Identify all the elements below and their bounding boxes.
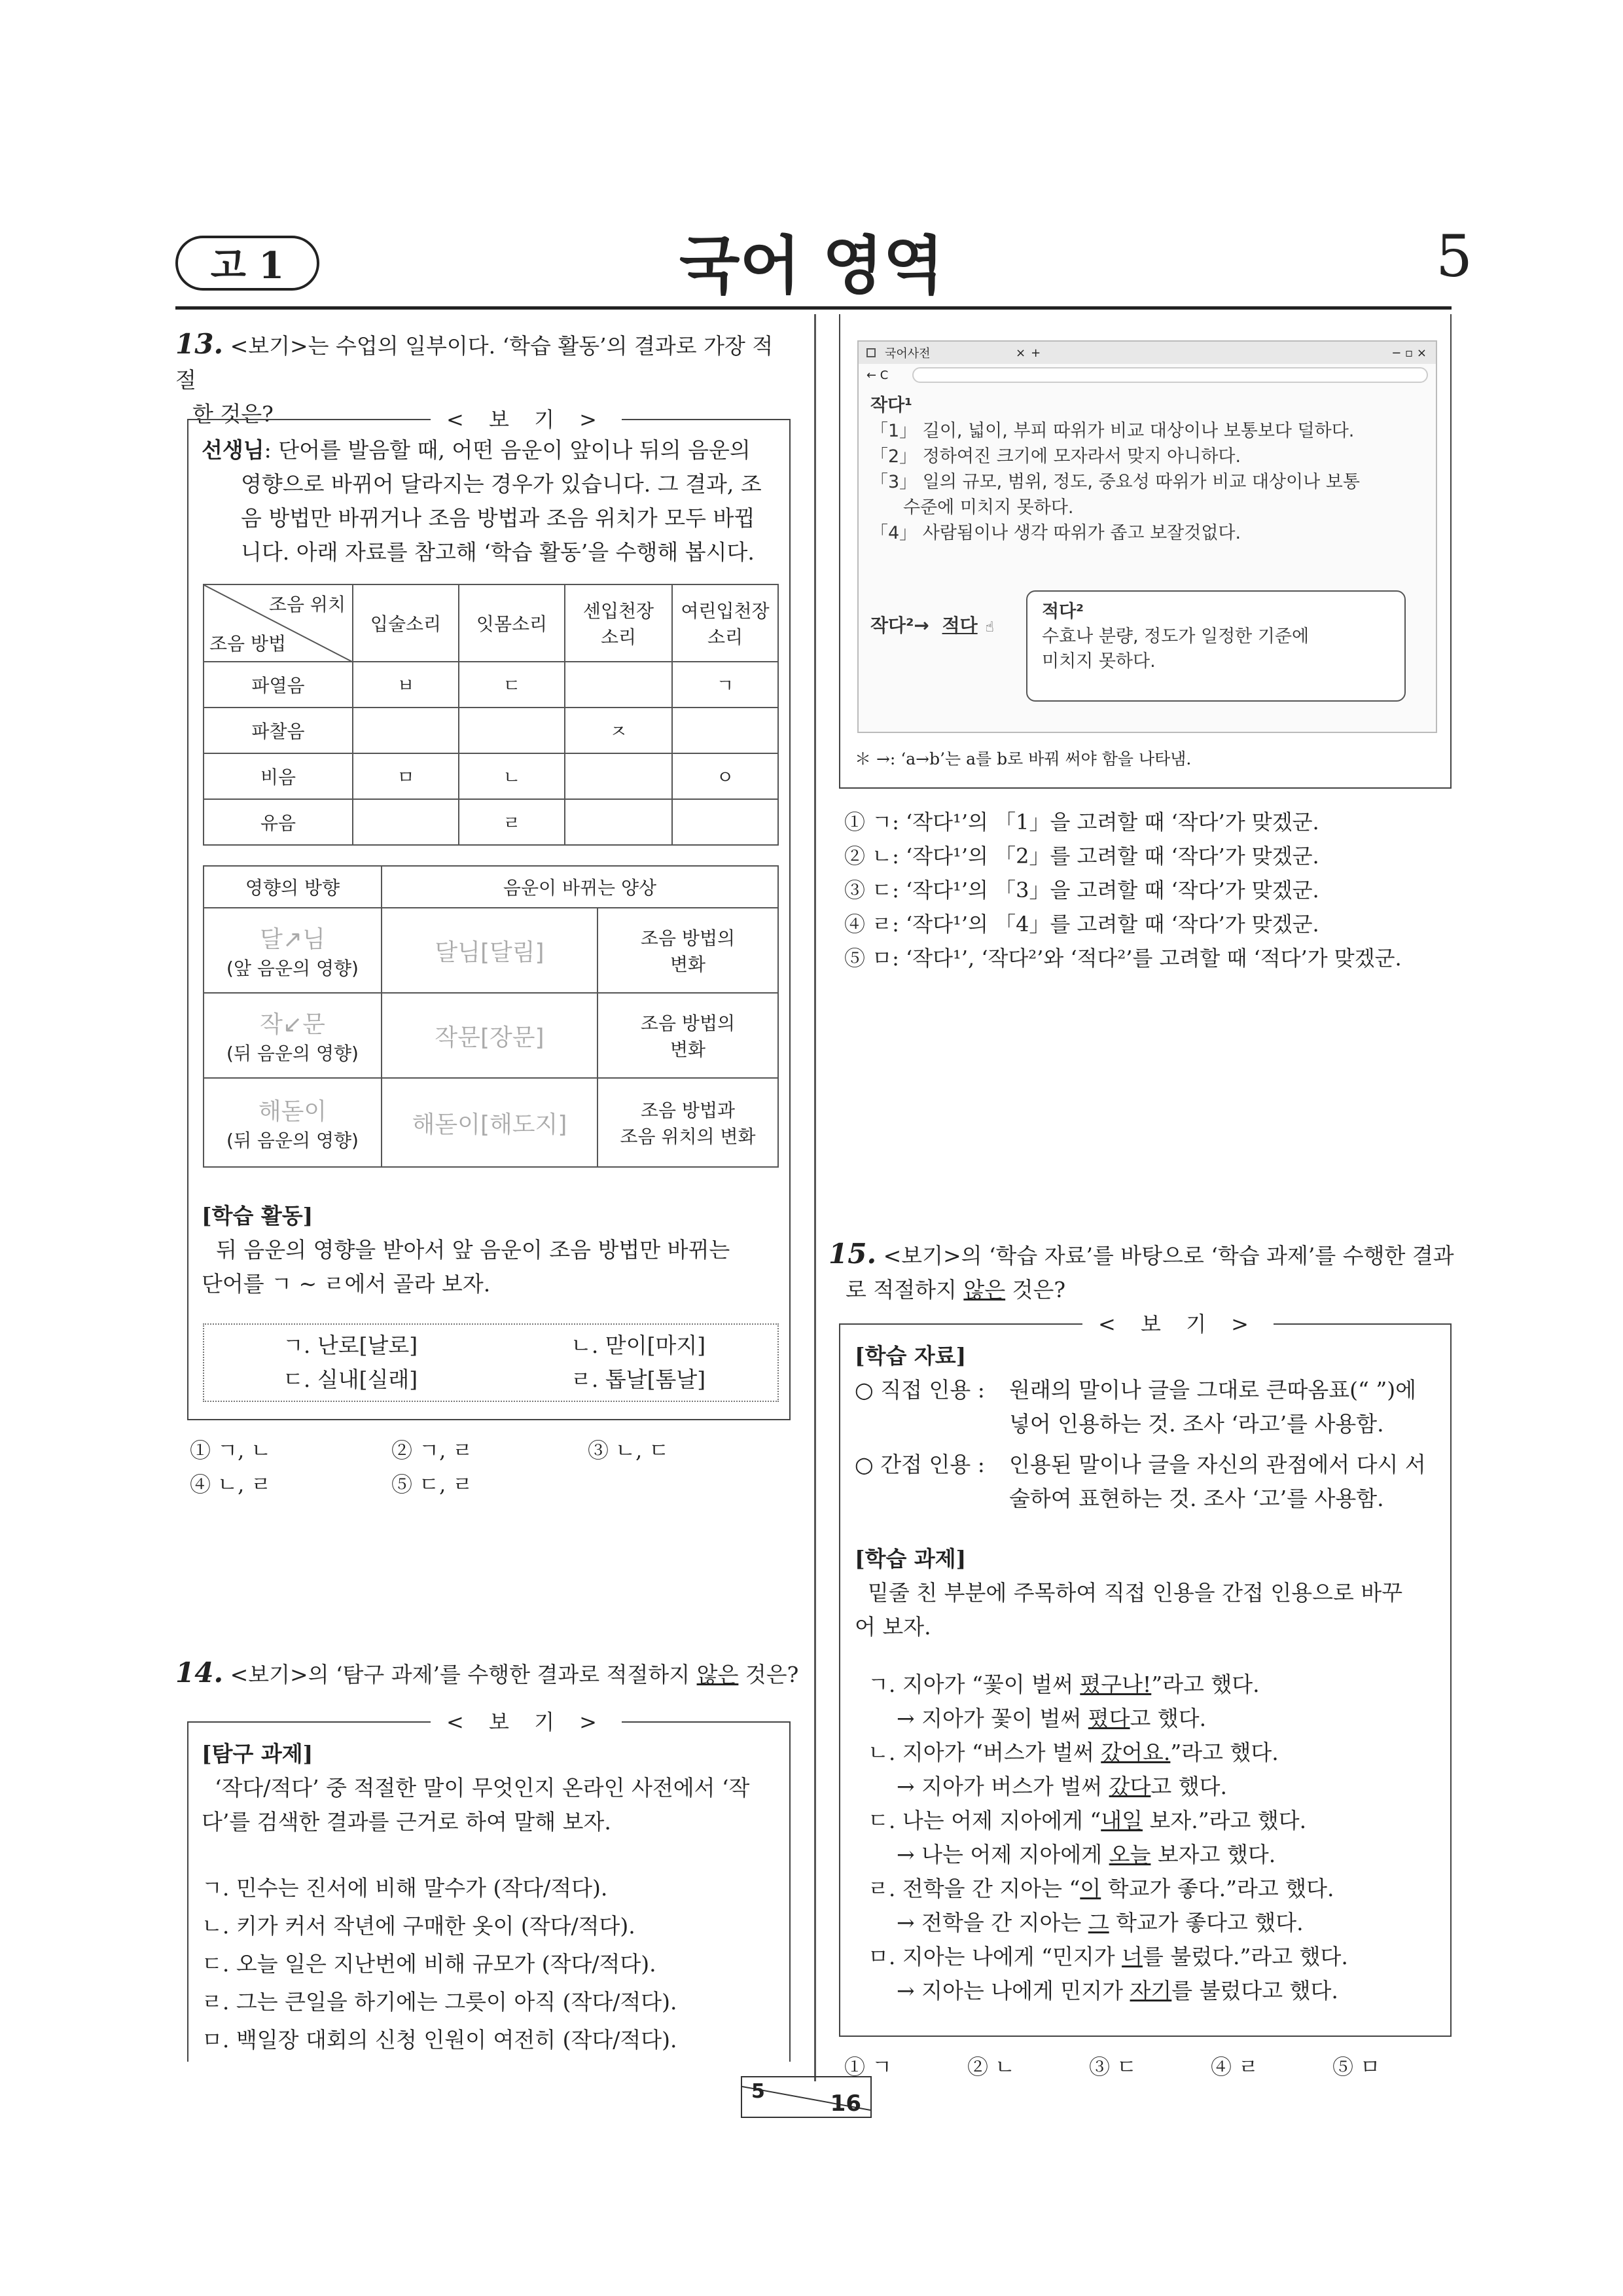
definition-line: 인용된 말이나 글을 자신의 관점에서 다시 서 xyxy=(1009,1452,1426,1477)
table-cell: ㅂ xyxy=(353,662,459,708)
direction-cell xyxy=(204,908,382,993)
cursor-icon: ☝ xyxy=(985,619,994,636)
bogi-label: < 보 기 > xyxy=(1082,1308,1274,1338)
browser-tabbar xyxy=(859,342,1436,364)
change-example: 해돋이[해도지] xyxy=(382,1078,597,1167)
quote-fragment: ”라고 했다. xyxy=(1151,1672,1260,1697)
task-line: 밑줄 친 부분에 주목하여 직접 인용을 간접 인용으로 바꾸 xyxy=(868,1580,1403,1605)
choice[interactable]: ⑤ ㄷ, ㄹ xyxy=(391,1472,473,1497)
quote-fragment: ”라고 했다. xyxy=(1170,1740,1279,1765)
quote-fragment: 보자고 했다. xyxy=(1150,1842,1276,1867)
stem-text: <보기>의 ‘학습 자료’를 바탕으로 ‘학습 과제’를 수행한 결과 xyxy=(883,1243,1454,1268)
entry-headword: 작다¹ xyxy=(870,395,912,416)
example-item: ㄹ. 그는 큰일을 하기에는 그릇이 아직 (작다/적다). xyxy=(202,1989,677,2015)
quote-item-converted xyxy=(868,1770,1437,1804)
choice[interactable]: ⑤ ㅁ: ‘작다¹’, ‘작다²’와 ‘적다²’를 고려할 때 ‘적다’가 맞겠군. xyxy=(844,946,1402,971)
table-cell xyxy=(565,799,672,845)
page-footer xyxy=(741,2076,872,2118)
col-header: 센입천장 소리 xyxy=(565,584,672,662)
row-header: 파열음 xyxy=(204,662,353,708)
footer-page: 5 xyxy=(751,2080,765,2103)
teacher-line: 니다. 아래 자료를 참고해 ‘학습 활동’을 수행해 봅시다. xyxy=(241,539,755,565)
page-number: 5 xyxy=(1436,223,1472,290)
task-title: [탐구 과제] xyxy=(202,1741,313,1767)
link-from: 작다²→ xyxy=(870,615,929,636)
entry-sense: 「1」 길이, 넓이, 부피 따위가 비교 대상이나 보통보다 덜하다. xyxy=(870,421,1355,441)
example-items-box xyxy=(203,1323,779,1402)
entry-sense: 「3」 일의 규모, 범위, 정도, 중요성 따위가 비교 대상이나 보통 xyxy=(870,472,1360,492)
direction-cell xyxy=(204,993,382,1078)
teacher-line: 영향으로 바뀌어 달라지는 경우가 있습니다. 그 결과, 조 xyxy=(241,471,762,497)
choice[interactable]: ② ㄴ xyxy=(967,2054,1016,2079)
quote-fragment: → 나는 어제 지아에게 xyxy=(897,1842,1109,1867)
row-header: 유음 xyxy=(204,799,353,845)
popup-title: 적다² xyxy=(1042,601,1084,622)
quote-fragment: → 지아가 버스가 벌써 xyxy=(897,1774,1109,1799)
choice[interactable]: ① ㄱ: ‘작다¹’의 「1」을 고려할 때 ‘작다’가 맞겠군. xyxy=(844,810,1319,834)
note: ＊ →: ‘a→b’는 a를 b로 바꿔 써야 함을 나타냄. xyxy=(855,749,1192,768)
task-line: 다’를 검색한 결과를 근거로 하여 말해 보자. xyxy=(202,1809,611,1835)
new-tab-icon[interactable]: + xyxy=(1031,346,1041,360)
quote-item xyxy=(868,1668,1437,1702)
choice[interactable]: ⑤ ㅁ xyxy=(1332,2054,1381,2079)
entry-sense: 「2」 정하여진 크기에 모자라서 맞지 아니하다. xyxy=(870,446,1241,467)
table-cell: ㅇ xyxy=(672,753,778,799)
table-cell xyxy=(353,799,459,845)
table-cell: ㅈ xyxy=(565,708,672,753)
table-cell: ㄹ xyxy=(459,799,565,845)
quote-item xyxy=(868,1872,1437,1906)
quote-fragment: → 지아는 나에게 민지가 xyxy=(897,1978,1130,2003)
quote-fragment: 를 불렀다.”라고 했다. xyxy=(1143,1944,1348,1969)
example-item: ㄱ. 난로[날로] xyxy=(283,1333,418,1358)
indirect-label: ○ 간접 인용 : xyxy=(855,1452,985,1477)
table-cell xyxy=(672,799,778,845)
change-result: 조음 방법과 조음 위치의 변화 xyxy=(597,1078,778,1167)
question-number: 13. xyxy=(175,328,224,360)
activity-title: [학습 활동] xyxy=(202,1203,313,1229)
quote-fragment: 폈구나! xyxy=(1080,1672,1152,1697)
choice[interactable]: ① ㄱ xyxy=(844,2054,893,2079)
task-title: [학습 과제] xyxy=(855,1546,967,1571)
browser-tab[interactable]: 국어사전 xyxy=(885,347,931,361)
material-title: [학습 자료] xyxy=(855,1343,967,1369)
col-header: 입술소리 xyxy=(353,584,459,662)
table-cell xyxy=(565,753,672,799)
quote-fragment: 학교가 좋다고 했다. xyxy=(1109,1910,1304,1935)
teacher-line: 음 방법만 바뀌거나 조음 방법과 조음 위치가 모두 바뀝 xyxy=(241,505,755,531)
choice[interactable]: ④ ㄹ: ‘작다¹’의 「4」를 고려할 때 ‘작다’가 맞겠군. xyxy=(844,912,1319,937)
question-14-choices xyxy=(844,805,1453,975)
window-controls[interactable]: − ▫ × xyxy=(1391,346,1427,360)
quote-fragment: 이 xyxy=(1080,1876,1101,1901)
choice[interactable]: ① ㄱ, ㄴ xyxy=(190,1438,272,1463)
example-item: ㄹ. 톱날[톰날] xyxy=(571,1367,706,1392)
nav-buttons[interactable]: ← C xyxy=(866,368,889,382)
column-divider xyxy=(814,314,816,2081)
popup-definition: 미치지 못하다. xyxy=(1042,651,1156,672)
stem-text: 것은? xyxy=(738,1662,799,1687)
direction-label: (앞 음운의 영향) xyxy=(226,957,359,979)
col-header: 잇몸소리 xyxy=(459,584,565,662)
bogi-label: < 보 기 > xyxy=(431,403,622,433)
assimilation-table xyxy=(203,865,779,1168)
question-number: 15. xyxy=(829,1238,877,1270)
choice[interactable]: ③ ㄷ: ‘작다¹’의 「3」을 고려할 때 ‘작다’가 맞겠군. xyxy=(844,878,1319,903)
corner-bottom-label: 조음 방법 xyxy=(209,633,287,655)
table-cell: ㄷ xyxy=(459,662,565,708)
row-header: 파찰음 xyxy=(204,708,353,753)
direction-label: (뒤 음운의 영향) xyxy=(226,1042,359,1064)
app-icon xyxy=(866,348,876,357)
popup-definition: 수효나 분량, 정도가 일정한 기준에 xyxy=(1042,626,1310,647)
change-example: 달님[달림] xyxy=(382,908,597,993)
bogi-label: < 보 기 > xyxy=(431,1706,622,1736)
stem-text: <보기>의 ‘탐구 과제’를 수행한 결과로 적절하지 xyxy=(230,1662,697,1687)
corner-top-label: 조음 위치 xyxy=(268,594,346,615)
task-line: ‘작다/적다’ 중 적절한 말이 무엇인지 온라인 사전에서 ‘작 xyxy=(215,1775,750,1801)
stem-underline: 않은 xyxy=(963,1277,1006,1302)
choice[interactable]: ② ㄴ: ‘작다¹’의 「2」를 고려할 때 ‘작다’가 맞겠군. xyxy=(844,844,1319,869)
quote-fragment: 보자.”라고 했다. xyxy=(1143,1808,1307,1833)
activity-line: 뒤 음운의 영향을 받아서 앞 음운이 조음 방법만 바뀌는 xyxy=(216,1237,730,1263)
question-14-bogi-continued xyxy=(839,314,1452,789)
question-14-bogi-box xyxy=(187,1710,791,2062)
quote-fragment: 자기 xyxy=(1130,1978,1172,2003)
quote-fragment: 갔다 xyxy=(1109,1774,1151,1799)
col-header: 음운이 바뀌는 양상 xyxy=(382,866,778,908)
quote-fragment: ㄷ. 나는 어제 지아에게 “ xyxy=(868,1808,1101,1833)
question-15-bogi-box xyxy=(839,1312,1452,2037)
quote-item-converted xyxy=(868,1838,1437,1872)
question-14-stem xyxy=(175,1656,804,1692)
example-item: ㄴ. 맏이[마지] xyxy=(571,1333,706,1358)
example-word: 달↗님 xyxy=(260,925,325,953)
example-item: ㄷ. 오늘 일은 지난번에 비해 규모가 (작다/적다). xyxy=(202,1951,656,1977)
direct-label: ○ 직접 인용 : xyxy=(855,1377,985,1403)
quote-items xyxy=(855,1668,1437,2008)
question-15-stem xyxy=(829,1237,1457,1307)
page-title: 국어 영역 xyxy=(679,229,944,302)
example-item: ㄴ. 키가 커서 작년에 구매한 옷이 (작다/적다). xyxy=(202,1913,635,1939)
articulation-table xyxy=(203,584,779,846)
browser-window xyxy=(857,340,1437,733)
quote-fragment: → 전학을 간 지아는 xyxy=(897,1910,1088,1935)
example-item: ㅁ. 백일장 대회의 신청 인원이 여전히 (작다/적다). xyxy=(202,2027,677,2053)
quote-fragment: ㄱ. 지아가 “꽃이 벌써 xyxy=(868,1672,1080,1697)
quote-fragment: 너 xyxy=(1122,1944,1143,1969)
col-header: 여린입천장 소리 xyxy=(672,584,778,662)
footer-total: 16 xyxy=(830,2090,861,2117)
choice[interactable]: ② ㄱ, ㄹ xyxy=(391,1438,473,1463)
table-cell: ㄱ xyxy=(672,662,778,708)
stem-text: 것은? xyxy=(1005,1277,1066,1302)
table-cell: ㄴ xyxy=(459,753,565,799)
change-result: 조음 방법의 변화 xyxy=(597,993,778,1078)
question-15-choices xyxy=(844,2050,1453,2084)
stem-text: 로 적절하지 xyxy=(846,1277,964,1302)
quote-fragment: 고 했다. xyxy=(1130,1706,1207,1731)
stem-underline: 않은 xyxy=(696,1662,739,1687)
choice[interactable]: ③ ㄷ xyxy=(1089,2054,1137,2079)
quote-item xyxy=(868,1940,1437,1974)
change-example: 작문[장문] xyxy=(382,993,597,1078)
teacher-label: 선생님 xyxy=(202,437,264,463)
corner-cell xyxy=(204,584,353,662)
change-result: 조음 방법의 변화 xyxy=(597,908,778,993)
table-cell: ㅁ xyxy=(353,753,459,799)
quote-item xyxy=(868,1736,1437,1770)
quote-fragment: ㄴ. 지아가 “버스가 벌써 xyxy=(868,1740,1101,1765)
example-item: ㄷ. 실내[실래] xyxy=(283,1367,418,1392)
col-header: 영향의 방향 xyxy=(204,866,382,908)
choice[interactable]: ③ ㄴ, ㄷ xyxy=(588,1438,669,1463)
example-word: 작↙문 xyxy=(260,1011,325,1038)
quote-item-converted xyxy=(868,1702,1437,1736)
dictionary-entry xyxy=(859,386,1436,552)
definition-line: 넣어 인용하는 것. 조사 ‘라고’를 사용함. xyxy=(1009,1411,1384,1437)
choice[interactable]: ④ ㄴ, ㄹ xyxy=(190,1472,272,1497)
choice[interactable]: ④ ㄹ xyxy=(1211,2054,1259,2079)
entry-sense: 「4」 사람됨이나 생각 따위가 좁고 보잘것없다. xyxy=(870,523,1241,543)
definition-line: 술하여 표현하는 것. 조사 ‘고’를 사용함. xyxy=(1009,1486,1384,1511)
quote-fragment: 를 불렀다고 했다. xyxy=(1171,1978,1338,2003)
stem-line: 한 것은? xyxy=(192,401,274,427)
quote-fragment: 갔어요. xyxy=(1101,1740,1171,1765)
definition-popup xyxy=(1026,590,1406,702)
link-row xyxy=(870,611,994,637)
question-13-choices xyxy=(190,1433,792,1501)
link-to[interactable]: 적다 xyxy=(942,615,978,636)
stem-line: <보기>는 수업의 일부이다. ‘학습 활동’의 결과로 가장 적절 xyxy=(175,333,774,393)
quote-fragment: → 지아가 꽃이 벌써 xyxy=(897,1706,1088,1731)
grade-badge: 고 1 xyxy=(175,236,319,291)
quote-fragment: ㅁ. 지아는 나에게 “민지가 xyxy=(868,1944,1122,1969)
definition-line: 원래의 말이나 글을 그대로 큰따옴표(“ ”)에 xyxy=(1009,1377,1416,1403)
activity-line: 단어를 ㄱ ~ ㄹ에서 골라 보자. xyxy=(202,1271,491,1297)
address-bar[interactable] xyxy=(912,367,1428,383)
quote-fragment: ㄹ. 전학을 간 지아는 “ xyxy=(868,1876,1080,1901)
teacher-line: : 단어를 발음할 때, 어떤 음운이 앞이나 뒤의 음운의 xyxy=(264,437,751,463)
quote-fragment: 그 xyxy=(1088,1910,1109,1935)
tab-close-icon[interactable]: × xyxy=(1016,346,1026,360)
quote-item-converted xyxy=(868,1906,1437,1940)
table-cell xyxy=(459,708,565,753)
quote-item xyxy=(868,1804,1437,1838)
task-line: 어 보자. xyxy=(855,1614,931,1640)
row-header: 비음 xyxy=(204,753,353,799)
quote-fragment: 학교가 좋다.”라고 했다. xyxy=(1101,1876,1334,1901)
table-cell xyxy=(353,708,459,753)
quote-fragment: 고 했다. xyxy=(1150,1774,1228,1799)
direction-label: (뒤 음운의 영향) xyxy=(226,1129,359,1151)
example-word: 해돋이 xyxy=(258,1098,327,1125)
quote-fragment: 폈다 xyxy=(1088,1706,1130,1731)
quote-fragment: 오늘 xyxy=(1109,1842,1151,1867)
learning-activity xyxy=(202,1199,777,1301)
header-rule xyxy=(175,306,1452,310)
browser-toolbar xyxy=(859,364,1436,386)
table-cell xyxy=(672,708,778,753)
direction-cell xyxy=(204,1078,382,1167)
question-number: 14. xyxy=(175,1657,224,1689)
table-cell xyxy=(565,662,672,708)
quote-item-converted xyxy=(868,1974,1437,2008)
example-item: ㄱ. 민수는 진서에 비해 말수가 (작다/적다). xyxy=(202,1875,608,1901)
entry-sense: 수준에 미치지 못하다. xyxy=(903,497,1074,518)
quote-fragment: 내일 xyxy=(1101,1808,1143,1833)
